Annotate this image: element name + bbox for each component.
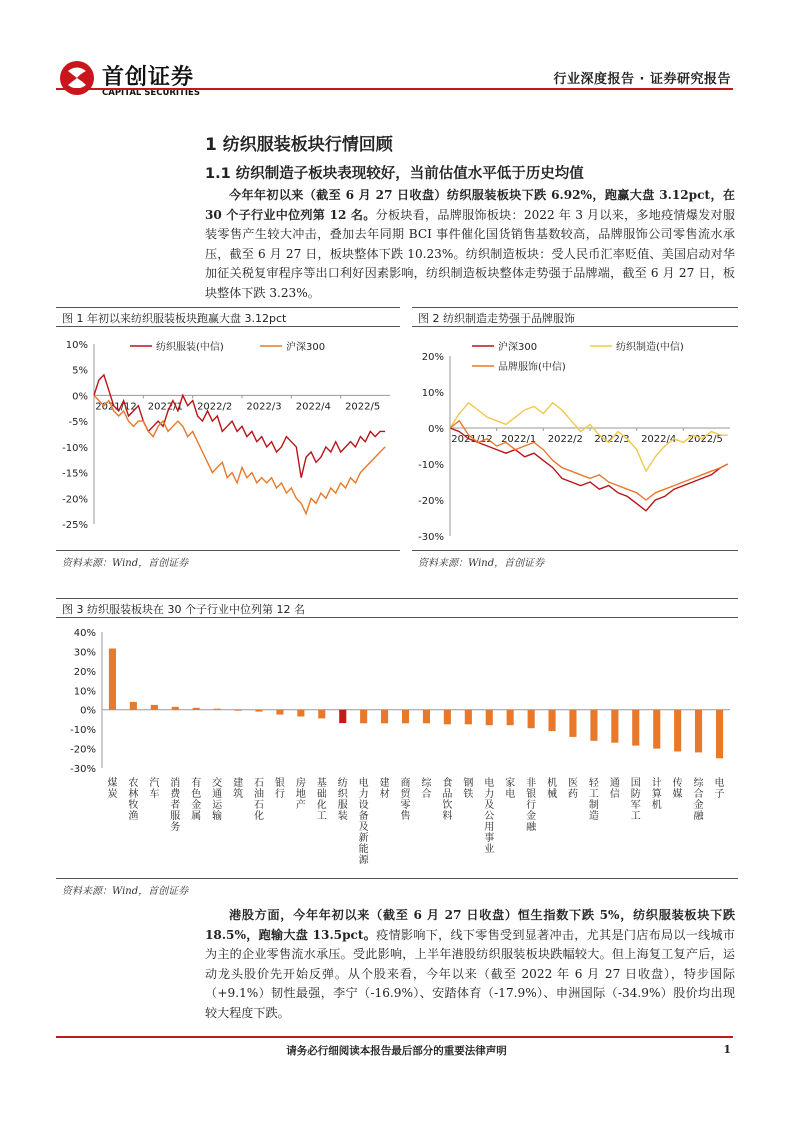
fig1-x-tick-label: 2021/12 <box>95 401 137 413</box>
brand-logo <box>56 58 226 102</box>
fig1-x-tick-label: 2022/1 <box>147 401 183 413</box>
fig2-legend-label-2: 品牌服饰(中信) <box>498 362 566 373</box>
footer-rule <box>56 1036 733 1038</box>
header-rule <box>56 88 733 90</box>
fig3-bar-8 <box>276 710 283 715</box>
fig1-x-tick-label: 2022/2 <box>197 401 233 413</box>
fig3-bottom-rule <box>56 878 738 879</box>
fig1-y-tick-label: 5% <box>72 365 88 377</box>
fig2-y-tick-label: -10% <box>418 460 444 471</box>
fig2-y-tick-label: 10% <box>421 388 444 399</box>
footer-disclaimer: 请务必行细阅读本报告最后部分的重要法律声明 <box>286 1045 507 1057</box>
fig1-y-tick-label: 0% <box>72 391 88 403</box>
paragraph-2-lead: 港股方面，今年年初以来（截至 6 月 27 日收盘）恒生指数下跌 5%，纺织服装板块下跌 18.5%，跑输大盘 13.5pct。 <box>205 908 735 942</box>
fig1-y-tick-label: -10% <box>62 442 88 454</box>
fig3-bar-3 <box>172 707 179 710</box>
fig2-x-tick-label: 2021/12 <box>451 434 493 445</box>
fig3-top-rule <box>56 598 738 599</box>
fig2-x-tick-label: 2022/5 <box>687 434 723 445</box>
paragraph-1 <box>205 186 735 304</box>
fig3-category-label: 房地产 <box>295 778 306 811</box>
fig1-y-tick-label: -5% <box>68 417 88 429</box>
fig1-x-tick-label: 2022/3 <box>246 401 282 413</box>
fig1-legend-label-1: 沪深300 <box>286 342 326 353</box>
fig3-bar-11 <box>339 710 346 723</box>
fig3-category-label: 纺织服装 <box>337 778 348 822</box>
paragraph-2 <box>205 906 735 1024</box>
fig1-x-tick-label: 2022/4 <box>295 401 331 413</box>
fig3-y-tick-label: -30% <box>70 764 96 775</box>
fig1-y-tick-label: -20% <box>62 494 88 506</box>
fig3-category-label: 钢铁 <box>463 778 474 800</box>
section-title: 1 纺织服装板块行情回顾 <box>205 135 393 155</box>
fig3-bar-13 <box>381 710 388 724</box>
fig3-category-label: 机械 <box>547 778 558 800</box>
fig2-y-tick-label: 20% <box>421 352 444 363</box>
fig2-title-rule <box>412 326 738 327</box>
fig3-bar-24 <box>611 710 618 743</box>
fig3-y-tick-label: 40% <box>73 628 96 639</box>
fig3-category-label: 通信 <box>609 778 620 800</box>
fig2-legend-label-1: 纺织制造(中信) <box>616 342 684 353</box>
fig3-bar-19 <box>507 710 514 726</box>
fig1-line-chart <box>58 332 398 544</box>
fig3-category-label: 汽车 <box>149 778 160 800</box>
fig3-category-label: 国防军工 <box>630 778 641 822</box>
paragraph-1-body: 分板块看，品牌服饰板块：2022 年 3 月以来，多地疫情爆发对服装零售产生较大冲击，叠加去年同期 BCI 事件催化国货销售基数较高，品牌服饰公司零售流水承压，截至 6 月 27 日，板块整体下跌 10.23%。纺织制造板块：受人民币汇率贬值、美国启动对华加征关税复审程序等出口利好因素影响，纺织制造板块整体走势强于品牌端，截至 6 月 27 日，板块整体下跌 3.23%。 <box>205 207 735 300</box>
fig3-category-label: 轻工制造 <box>588 778 599 822</box>
fig3-bar-10 <box>318 710 325 719</box>
fig3-bar-26 <box>653 710 660 749</box>
fig3-category-label: 消费者服务 <box>170 778 181 833</box>
fig3-category-label: 建筑 <box>233 778 244 800</box>
fig3-bar-29 <box>716 710 723 759</box>
fig3-bar-0 <box>109 649 116 710</box>
fig1-legend-label-0: 纺织服装(中信) <box>156 342 224 353</box>
fig3-bar-23 <box>590 710 597 741</box>
fig3-category-label: 电子 <box>714 778 725 800</box>
fig1-top-rule <box>56 307 400 308</box>
fig1-y-tick-label: 10% <box>65 340 88 351</box>
fig1-source: 资料来源：Wind，首创证券 <box>62 558 189 569</box>
fig2-bottom-rule <box>412 550 738 551</box>
brand-name-cn: 首创证券 <box>102 65 195 90</box>
fig1-bottom-rule <box>56 550 400 551</box>
fig3-category-label: 食品饮料 <box>442 778 453 822</box>
subsection-title: 1.1 纺织制造子板块表现较好，当前估值水平低于历史均值 <box>205 166 584 182</box>
fig3-category-label: 家电 <box>505 778 516 800</box>
report-type: 行业深度报告 · 证券研究报告 <box>553 72 731 87</box>
fig3-bar-9 <box>297 710 304 717</box>
fig3-bar-16 <box>444 710 451 725</box>
fig3-bar-6 <box>235 710 242 711</box>
fig3-y-tick-label: 10% <box>73 686 96 698</box>
fig2-series-line-2 <box>450 421 728 500</box>
paragraph-1-lead: 今年年初以来（截至 6 月 27 日收盘）纺织服装板块下跌 6.92%，跑赢大盘 3.12pct，在 30 个子行业中位列第 12 名。 <box>205 188 735 222</box>
fig3-y-tick-label: 30% <box>73 647 96 659</box>
fig3-title: 图 3 纺织服装板块在 30 个子行业中位列第 12 名 <box>62 603 305 616</box>
fig3-y-tick-label: -20% <box>70 744 96 756</box>
brand-name-en: CAPITAL SECURITIES <box>102 88 200 98</box>
fig2-source: 资料来源：Wind，首创证券 <box>418 558 545 569</box>
fig3-category-label: 建材 <box>379 778 390 800</box>
fig3-bar-27 <box>674 710 681 752</box>
fig3-bar-7 <box>255 710 262 712</box>
fig3-bar-1 <box>130 702 137 710</box>
fig3-bar-18 <box>486 710 493 726</box>
fig3-bar-21 <box>549 710 556 731</box>
fig3-category-label: 电力设备及新能源 <box>358 778 369 866</box>
fig3-category-label: 医药 <box>568 778 578 800</box>
fig2-top-rule <box>412 307 738 308</box>
fig3-category-label: 电力及公用事业 <box>484 778 495 855</box>
fig3-bar-15 <box>423 710 430 724</box>
fig2-y-tick-label: -20% <box>418 496 444 507</box>
fig3-category-label: 煤炭 <box>107 778 118 800</box>
fig3-category-label: 商贸零售 <box>400 778 411 822</box>
fig3-bar-25 <box>632 710 639 746</box>
fig3-y-tick-label: -10% <box>70 725 96 737</box>
fig3-source: 资料来源：Wind，首创证券 <box>62 886 189 897</box>
fig1-series-line-1 <box>94 395 385 513</box>
fig3-category-label: 交通运输 <box>212 778 223 822</box>
fig3-category-label: 综合 <box>421 778 432 800</box>
fig3-category-label: 非银行金融 <box>526 778 537 833</box>
paragraph-2-body: 疫情影响下，线下零售受到显著冲击，尤其是门店布局以一线城市为主的企业零售流水承压。受此影响，上半年港股纺织服装板块跌幅较大。但上海复工复产后，运动龙头股价先开始反弹。从个股来看，今年以来（截至 2022 年 6 月 27 日收盘），特步国际（+9.1%）韧性最强，李宁（-16.9%）、安踏体育（-17.9%）、申洲国际（-34.9%）股价均出现较大程度下跌。 <box>205 927 735 1020</box>
fig3-y-tick-label: 20% <box>73 666 96 678</box>
fig1-title: 图 1 年初以来纺织服装板块跑赢大盘 3.12pct <box>62 312 287 325</box>
fig2-x-tick-label: 2022/3 <box>594 434 630 445</box>
fig2-x-tick-label: 2022/4 <box>641 434 677 445</box>
fig3-category-label: 计算机 <box>651 778 662 811</box>
fig3-category-label: 石油石化 <box>254 778 264 822</box>
fig2-x-tick-label: 2022/1 <box>501 434 537 445</box>
fig2-title: 图 2 纺织制造走势强于品牌服饰 <box>418 312 575 325</box>
fig3-y-tick-label: 0% <box>80 705 96 717</box>
fig3-bar-17 <box>465 710 472 725</box>
fig3-category-label: 银行 <box>274 778 285 800</box>
fig3-category-label: 有色金属 <box>191 778 202 822</box>
fig3-category-label: 农林牧渔 <box>128 778 139 822</box>
fig3-bar-5 <box>214 709 221 710</box>
fig3-category-label: 基础化工 <box>316 778 327 822</box>
fig3-category-label: 综合金融 <box>693 778 704 822</box>
fig2-y-tick-label: 0% <box>428 424 444 435</box>
fig1-y-tick-label: -15% <box>62 468 88 480</box>
fig3-bar-20 <box>528 710 535 729</box>
fig3-bar-chart <box>58 622 738 876</box>
fig3-bar-4 <box>193 708 200 710</box>
fig3-category-label: 传媒 <box>672 778 683 800</box>
fig3-bar-14 <box>402 710 409 724</box>
fig1-x-tick-label: 2022/5 <box>345 401 381 413</box>
fig3-title-rule <box>56 617 738 618</box>
fig3-bar-22 <box>569 710 576 737</box>
fig1-title-rule <box>56 326 400 327</box>
fig3-bar-28 <box>695 710 702 753</box>
fig2-y-tick-label: -30% <box>418 532 444 543</box>
page-number: 1 <box>723 1043 731 1056</box>
fig3-bar-2 <box>151 705 158 710</box>
fig2-line-chart <box>414 332 738 546</box>
fig1-y-tick-label: -25% <box>62 520 88 531</box>
fig3-bar-12 <box>360 710 367 724</box>
fig2-x-tick-label: 2022/2 <box>547 434 583 445</box>
fig2-legend-label-0: 沪深300 <box>498 342 538 353</box>
fig1-series-line-0 <box>94 375 385 478</box>
